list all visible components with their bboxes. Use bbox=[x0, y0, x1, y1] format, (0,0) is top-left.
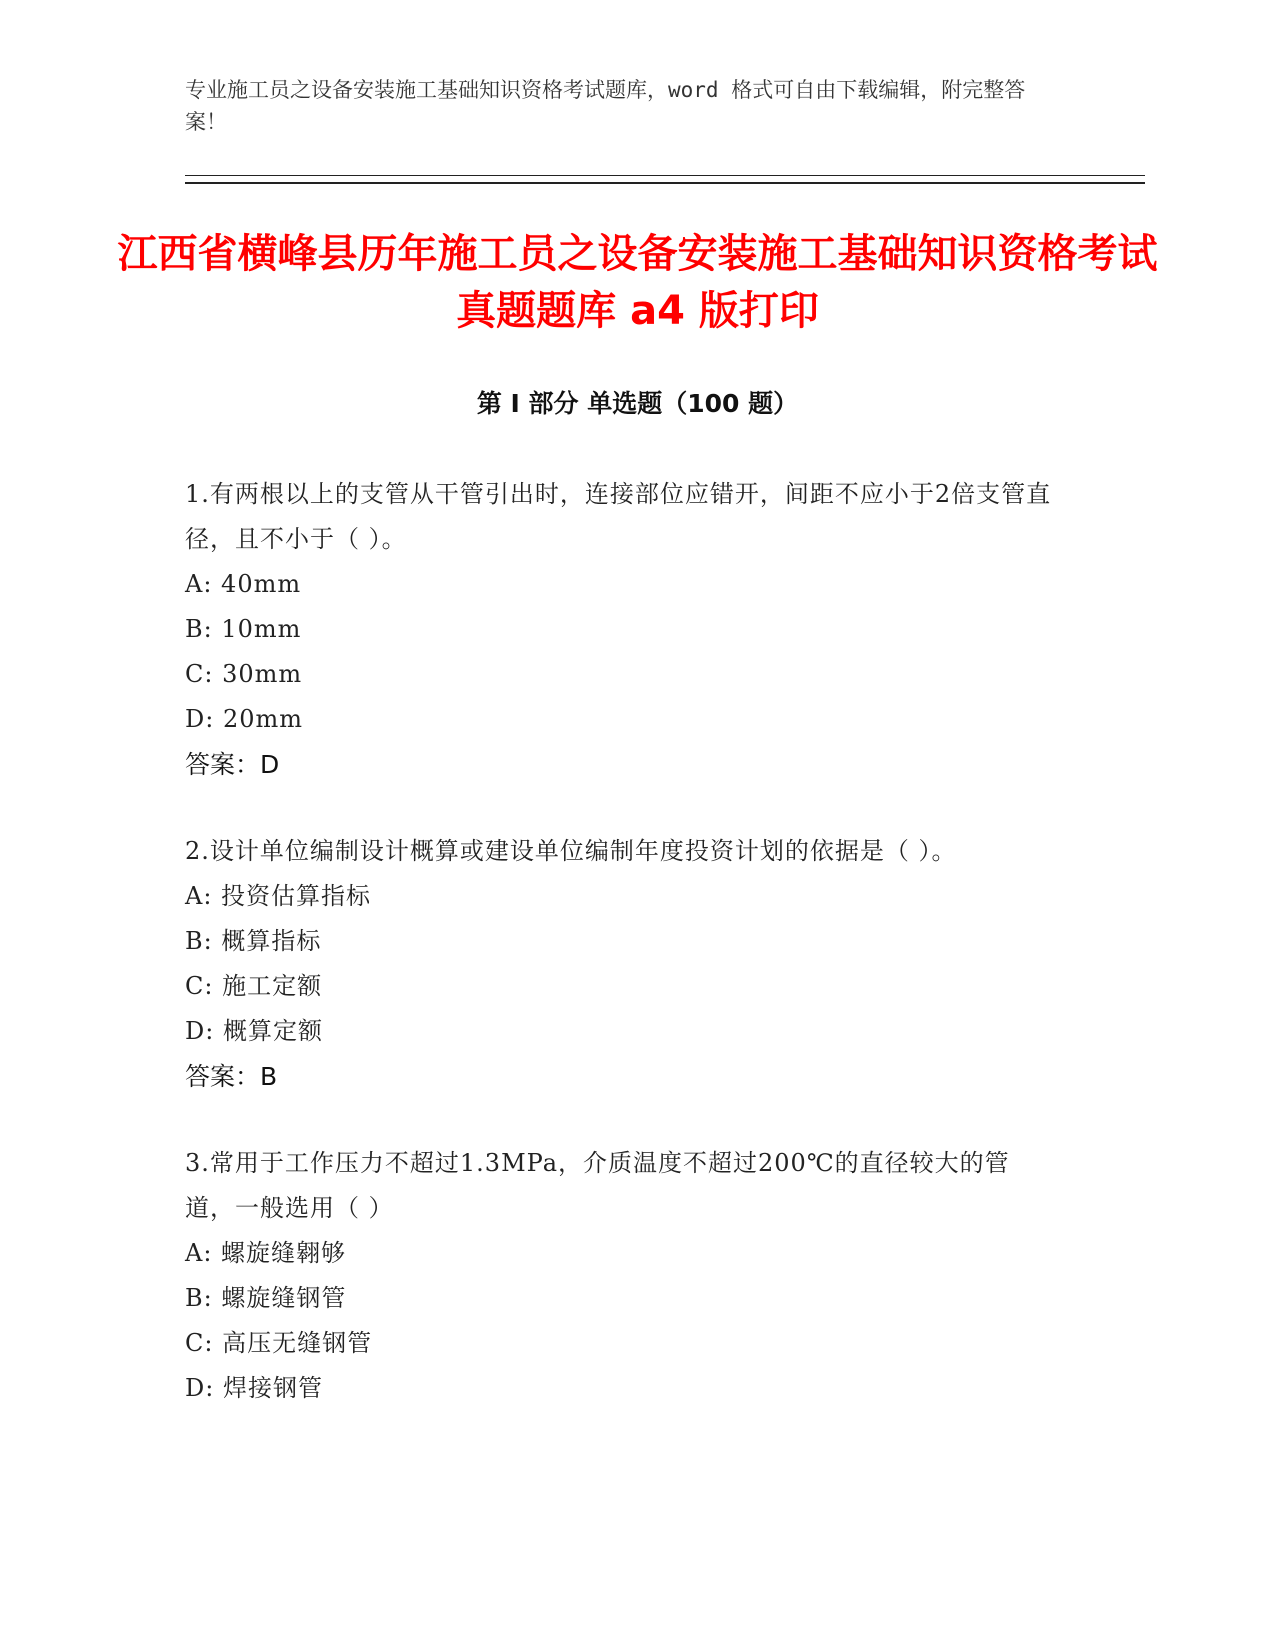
question-2 bbox=[185, 829, 1055, 1099]
option-c: C: 高压无缝钢管 bbox=[185, 1329, 373, 1357]
option-c: C: 30mm bbox=[185, 660, 303, 688]
header-divider-thin bbox=[185, 175, 1145, 176]
section-title: 第 I 部分 单选题（100 题） bbox=[476, 389, 799, 418]
option-d: D: 焊接钢管 bbox=[185, 1374, 323, 1402]
question-text: 2.设计单位编制设计概算或建设单位编制年度投资计划的依据是（ ）。 bbox=[185, 837, 957, 865]
option-b: B: 螺旋缝钢管 bbox=[185, 1284, 347, 1312]
question-text: 1.有两根以上的支管从干管引出时，连接部位应错开，间距不应小于2倍支管直径，且不小于（ ）。 bbox=[185, 480, 1052, 553]
option-a: A: 40mm bbox=[185, 570, 302, 598]
header-note: 专业施工员之设备安装施工基础知识资格考试题库，word 格式可自由下载编辑，附完整答案！ bbox=[185, 78, 1026, 134]
question-list bbox=[185, 472, 1055, 1453]
option-b: B: 10mm bbox=[185, 615, 302, 643]
question-3 bbox=[185, 1141, 1055, 1411]
option-d: D: 20mm bbox=[185, 705, 304, 733]
answer-line: 答案：D bbox=[185, 750, 280, 779]
option-b: B: 概算指标 bbox=[185, 927, 322, 955]
question-text: 3.常用于工作压力不超过1.3MPa，介质温度不超过200℃的直径较大的管道，一般选用（ ） bbox=[185, 1149, 1010, 1222]
option-d: D: 概算定额 bbox=[185, 1017, 323, 1045]
document-title: 江西省横峰县历年施工员之设备安装施工基础知识资格考试真题题库 a4 版打印 bbox=[117, 231, 1158, 334]
answer-line: 答案：B bbox=[185, 1062, 278, 1091]
question-1 bbox=[185, 472, 1055, 787]
header-divider-thick bbox=[185, 182, 1145, 184]
option-c: C: 施工定额 bbox=[185, 972, 323, 1000]
option-a: A: 投资估算指标 bbox=[185, 882, 372, 910]
option-a: A: 螺旋缝翱够 bbox=[185, 1239, 347, 1267]
